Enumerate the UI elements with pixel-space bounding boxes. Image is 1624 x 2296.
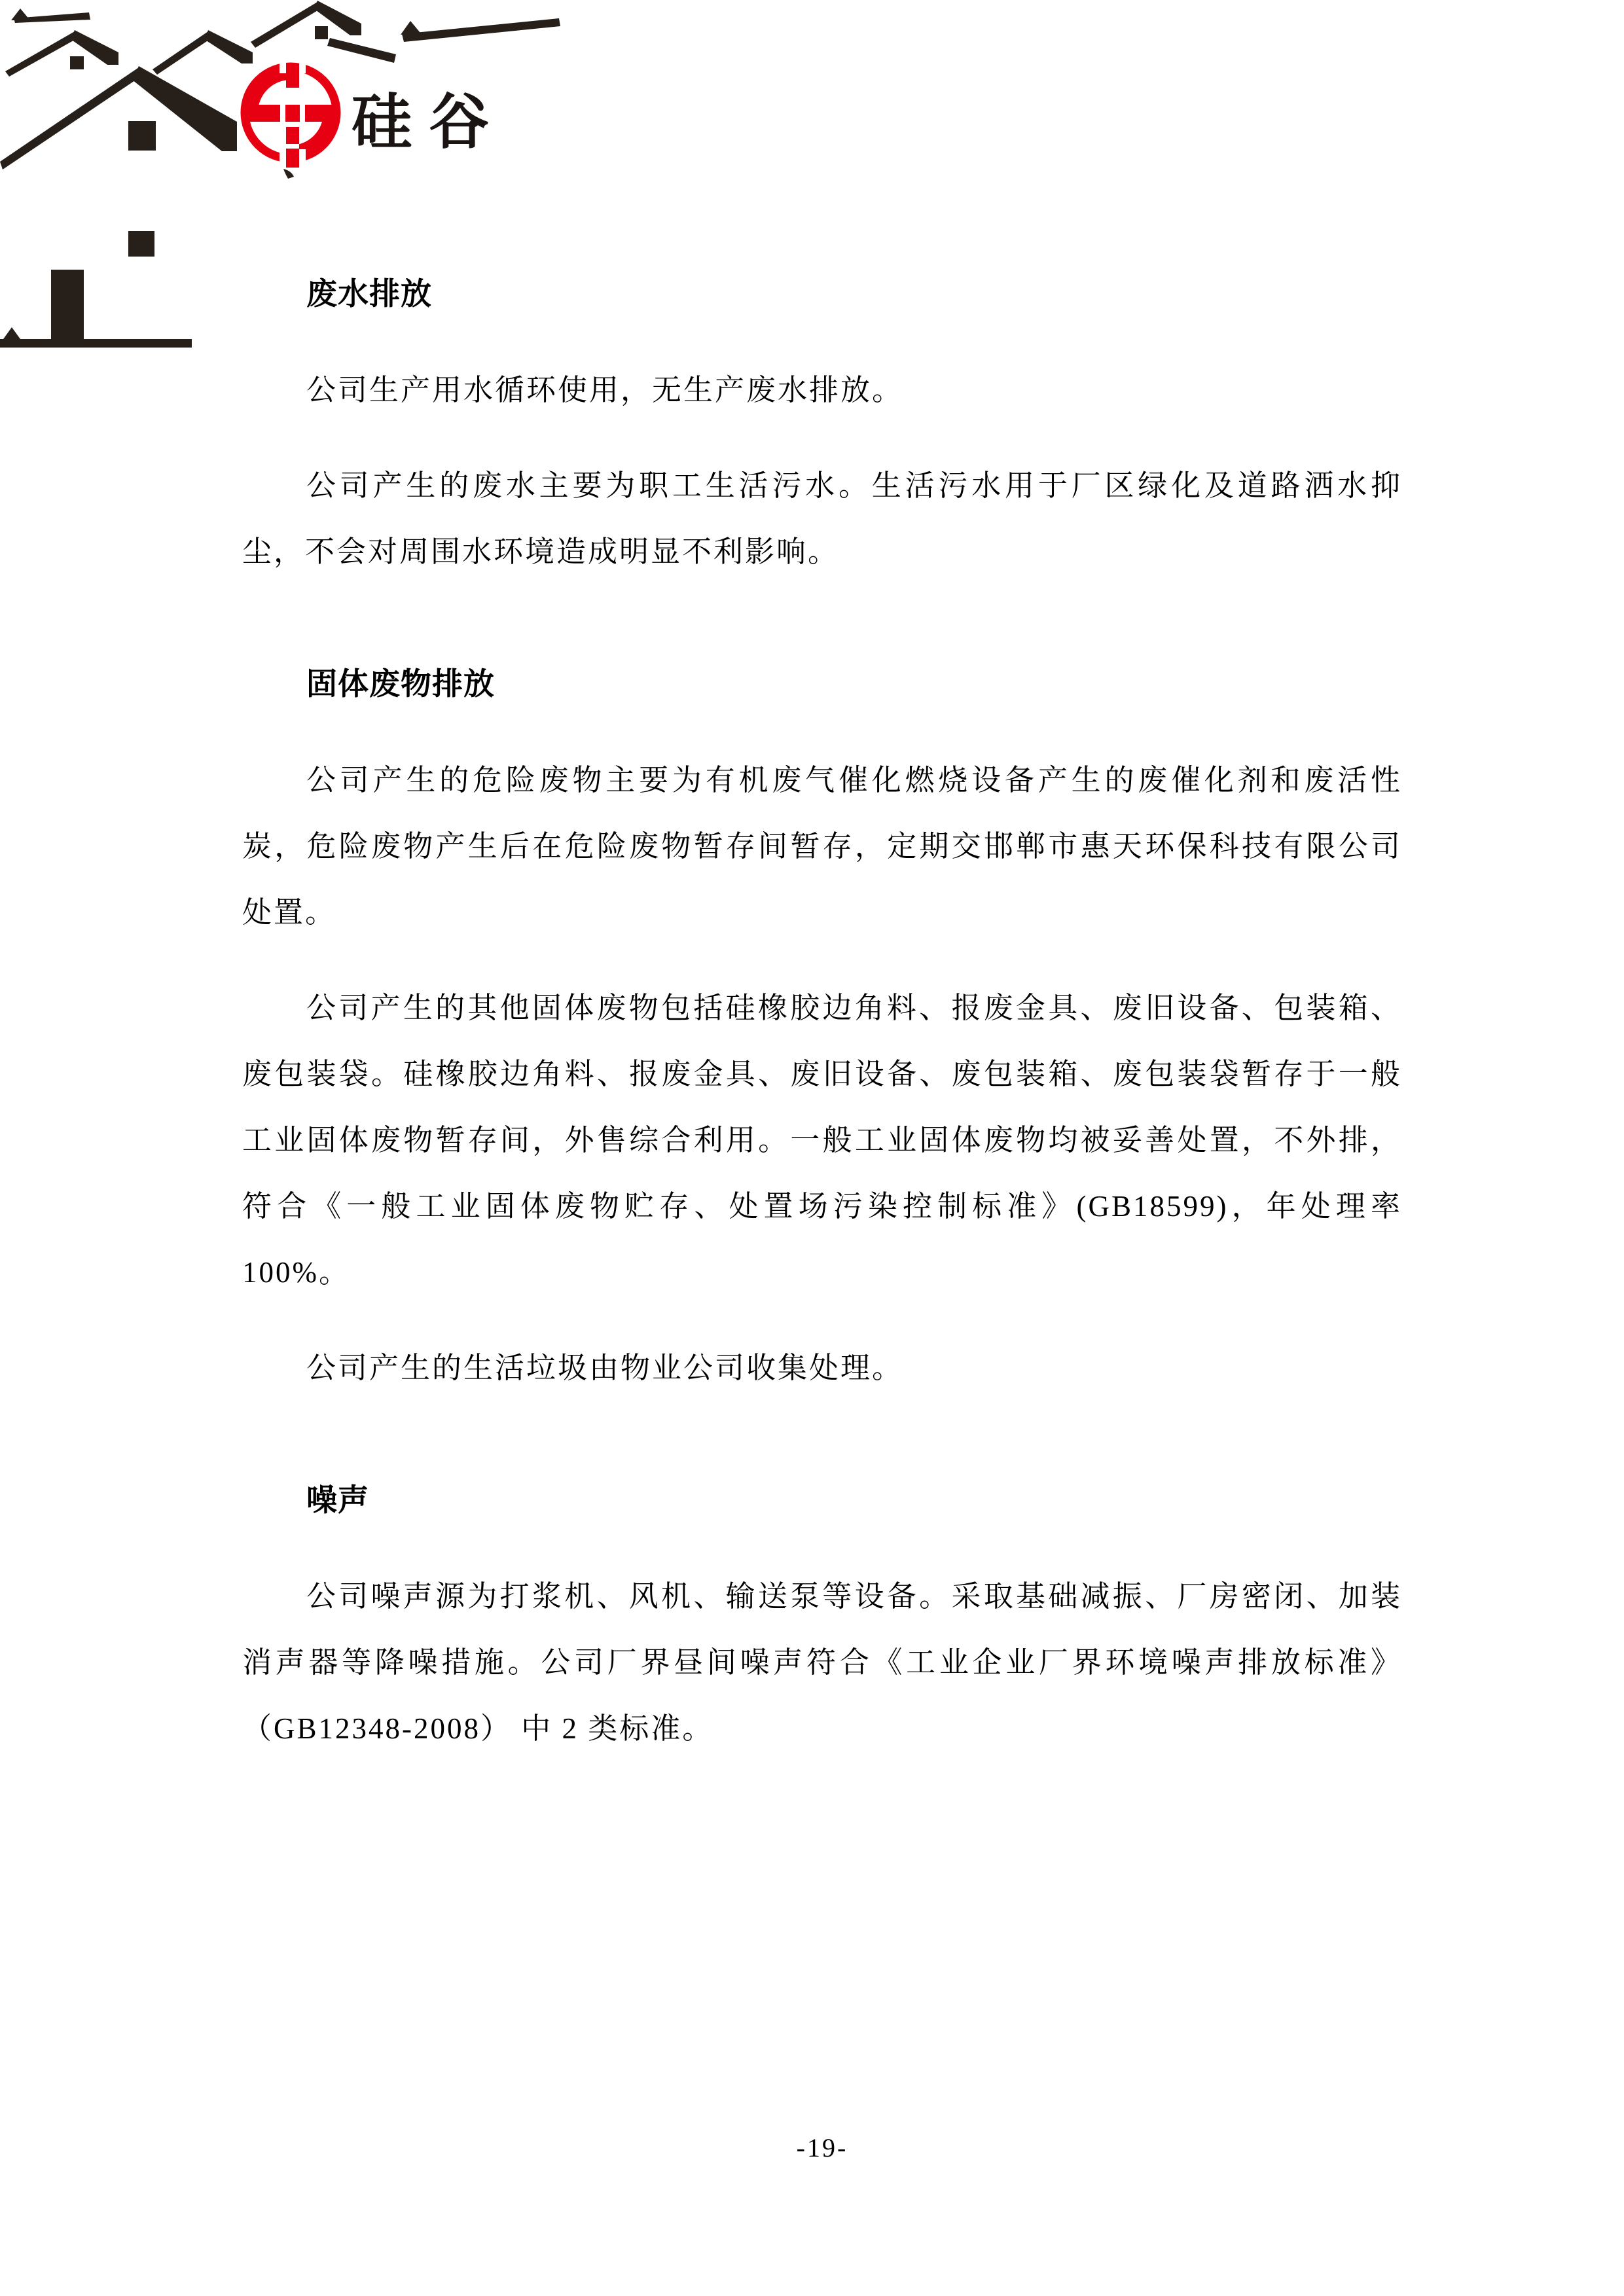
section-heading-wastewater: 废水排放 — [306, 278, 432, 312]
brand-name: 硅谷 — [352, 89, 507, 156]
document-body — [242, 0, 1402, 1791]
section-heading-solid-waste: 固体废物排放 — [306, 668, 495, 702]
paragraph-solid-waste-1: 公司产生的危险废物主要为有机废气催化燃烧设备产生的废催化剂和废活性炭，危险废物产生后在危险废物暂存间暂存，定期交邯郸市惠天环保科技有限公司处置。 — [242, 764, 1402, 929]
paragraph-solid-waste-2: 公司产生的其他固体废物包括硅橡胶边角料、报废金具、废旧设备、包装箱、废包装袋。硅橡胶边角料、报废金具、废旧设备、废包装箱、废包装袋暂存于一般工业固体废物暂存间，外售综合利用。一般工业固体废物均被妥善处置，不外排，符合《一般工业固体废物贮存、处置场污染控制标准》(GB18599)，年处理率100%。 — [242, 992, 1402, 1289]
page-number: -19- — [796, 2133, 848, 2162]
paragraph-wastewater-2: 公司产生的废水主要为职工生活污水。生活污水用于厂区绿化及道路洒水抑尘，不会对周围水环境造成明显不利影响。 — [242, 469, 1402, 568]
paragraph-noise-1: 公司噪声源为打浆机、风机、输送泵等设备。采取基础减振、厂房密闭、加装消声器等降噪措施。公司厂界昼间噪声符合《工业企业厂界环境噪声排放标准》（GB12348-2008） 中 2 类标准。 — [242, 1580, 1402, 1745]
paragraph-solid-waste-3: 公司产生的生活垃圾由物业公司收集处理。 — [306, 1352, 904, 1384]
paragraph-wastewater-1: 公司生产用水循环使用，无生产废水排放。 — [306, 374, 904, 406]
section-heading-noise: 噪声 — [306, 1484, 369, 1518]
